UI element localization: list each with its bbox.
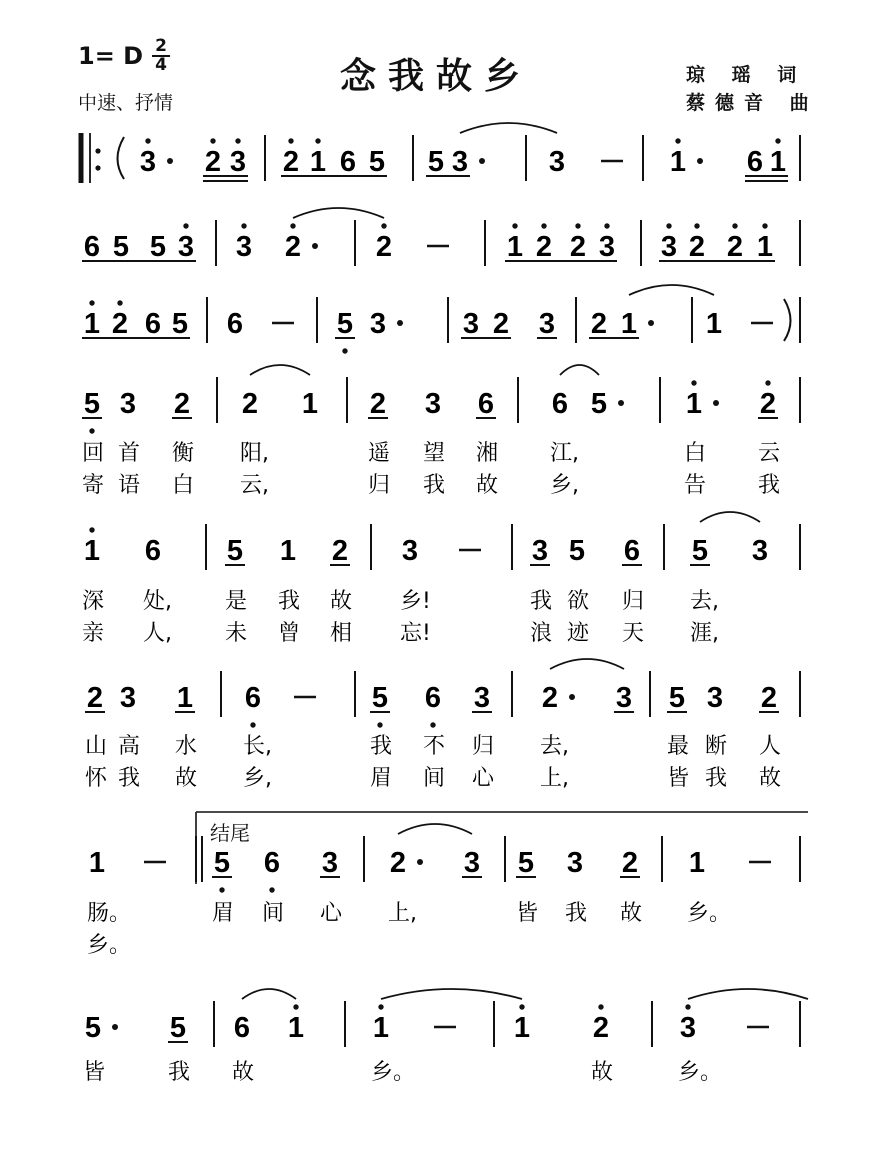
note-digit: 6 [226, 308, 244, 340]
note-digit: 2 [592, 1012, 610, 1044]
key-signature: 1= D [78, 42, 144, 70]
note-digit: 2 [759, 388, 777, 420]
note-digit: 2 [331, 535, 349, 567]
note-digit: 1 [705, 308, 723, 340]
augmentation-dot [648, 320, 654, 326]
octave-dot-low [430, 722, 435, 727]
lyric-syllable: 告 [684, 473, 707, 498]
note-digit: 1 [372, 1012, 390, 1044]
augmentation-dot [112, 1024, 118, 1030]
note-digit: 5 [149, 231, 167, 263]
lyric-syllable: 云 [758, 441, 781, 466]
lyric-syllable: 高 [118, 734, 141, 759]
time-signature-bottom: 4 [155, 55, 167, 75]
note-digit: 2 [492, 308, 510, 340]
time-signature-top: 2 [152, 38, 170, 57]
note-digit: 5 [668, 682, 686, 714]
lyric-syllable: 断 [705, 734, 728, 759]
note-digit: 1 [301, 388, 319, 420]
note-digit: 1 [685, 388, 703, 420]
note-digit: 1 [620, 308, 638, 340]
lyricist-credit: 琼 瑶 词 [686, 64, 807, 86]
augmentation-dot [417, 859, 423, 865]
note-digit: 5 [568, 535, 586, 567]
octave-dot-high [290, 223, 295, 228]
lyric-syllable: 间 [262, 901, 285, 926]
note-digit: 2 [173, 388, 191, 420]
note-digit: 6 [263, 847, 281, 879]
note-digit: 3 [615, 682, 633, 714]
lyric-syllable: 人 [759, 734, 782, 759]
lyric-syllable: 欲 [567, 589, 590, 614]
note-digit: 1 [83, 308, 101, 340]
lyric-syllable: 长, [243, 734, 272, 759]
lyric-syllable: 我 [118, 766, 141, 791]
octave-dot-low [342, 348, 347, 353]
note-digit: 3 [462, 308, 480, 340]
note-digit: 5 [84, 1012, 102, 1044]
note-digit: 6 [233, 1012, 251, 1044]
note-digit: 3 [751, 535, 769, 567]
note-digit: 6 [339, 146, 357, 178]
octave-dot-high [685, 1004, 690, 1009]
note-digit: 3 [451, 146, 469, 178]
augmentation-dot [312, 243, 318, 249]
lyric-syllable: 涯, [690, 621, 719, 646]
note-digit: 3 [660, 231, 678, 263]
note-digit: 5 [226, 535, 244, 567]
lyric-syllable: 故 [330, 589, 353, 614]
note-digit: 6 [244, 682, 262, 714]
open-parenthesis [118, 137, 125, 179]
tie-slur [550, 659, 624, 669]
lyric-syllable: 未 [225, 621, 248, 646]
note-digit: 5 [590, 388, 608, 420]
lyric-syllable: 湘 [476, 441, 499, 466]
tie-slur [560, 365, 599, 375]
repeat-dot [95, 148, 100, 153]
note-digit: 1 [669, 146, 687, 178]
close-parenthesis [784, 299, 791, 341]
lyric-syllable: 白 [172, 473, 195, 498]
note-digit: 2 [688, 231, 706, 263]
lyric-syllable: 回 [82, 441, 105, 466]
lyric-syllable: 我 [370, 734, 393, 759]
lyric-syllable: 眉 [370, 766, 393, 791]
octave-dot-high [541, 223, 546, 228]
lyric-syllable: 我 [705, 766, 728, 791]
song-title: 念我故乡 [340, 55, 533, 97]
octave-dot-high [183, 223, 188, 228]
note-digit: 6 [424, 682, 442, 714]
ending-label: 结尾 [210, 821, 250, 845]
lyric-syllable: 阳, [240, 441, 269, 466]
lyric-syllable: 故 [591, 1060, 614, 1085]
lyric-syllable: 乡。 [371, 1060, 416, 1085]
note-digit: 2 [284, 231, 302, 263]
lyric-syllable: 故 [620, 901, 643, 926]
lyric-syllable: 上, [540, 766, 569, 791]
octave-dot-low [269, 887, 274, 892]
lyric-syllable: 故 [175, 766, 198, 791]
lyric-syllable: 山 [85, 734, 108, 759]
note-digit: 1 [176, 682, 194, 714]
note-digit: 6 [83, 231, 101, 263]
octave-dot-high [762, 223, 767, 228]
octave-dot-high [775, 138, 780, 143]
octave-dot-high [732, 223, 737, 228]
lyric-syllable: 归 [472, 734, 495, 759]
augmentation-dot [479, 158, 485, 164]
octave-dot-high [235, 138, 240, 143]
note-digit: 1 [279, 535, 297, 567]
note-digit: 3 [566, 847, 584, 879]
lyric-syllable: 浪 [530, 621, 553, 646]
octave-dot-high [89, 300, 94, 305]
lyric-syllable: 寄 [82, 473, 105, 498]
octave-dot-high [512, 223, 517, 228]
note-digit: 2 [726, 231, 744, 263]
octave-dot-high [519, 1004, 524, 1009]
note-digit: 1 [287, 1012, 305, 1044]
octave-dot-high [117, 300, 122, 305]
lyric-syllable: 望 [423, 441, 446, 466]
augmentation-dot [167, 158, 173, 164]
lyric-syllable: 归 [368, 473, 391, 498]
octave-dot-high [315, 138, 320, 143]
note-digit: 5 [336, 308, 354, 340]
note-digit: 5 [371, 682, 389, 714]
note-digit: 5 [171, 308, 189, 340]
note-digit: 5 [427, 146, 445, 178]
repeat-dot [95, 165, 100, 170]
note-digit: 3 [598, 231, 616, 263]
octave-dot-high [378, 1004, 383, 1009]
lyric-syllable: 天 [622, 621, 645, 646]
tie-slur [398, 824, 472, 834]
note-digit: 1 [309, 146, 327, 178]
tie-slur [381, 989, 522, 999]
note-digit: 5 [368, 146, 386, 178]
note-digit: 6 [144, 308, 162, 340]
tie-slur [293, 208, 384, 218]
note-digit: 2 [86, 682, 104, 714]
note-digit: 3 [369, 308, 387, 340]
lyric-syllable: 皆 [516, 901, 539, 926]
lyric-syllable: 我 [565, 901, 588, 926]
lyric-syllable: 怀 [85, 766, 108, 791]
note-digit: 2 [369, 388, 387, 420]
lyric-syllable: 肠。 [87, 901, 132, 926]
lyric-syllable: 乡。 [87, 933, 132, 958]
note-digit: 2 [204, 146, 222, 178]
note-digit: 1 [769, 146, 787, 178]
note-digit: 3 [473, 682, 491, 714]
octave-dot-high [691, 380, 696, 385]
note-digit: 6 [144, 535, 162, 567]
tie-slur [460, 123, 557, 133]
note-digit: 2 [541, 682, 559, 714]
note-digit: 3 [119, 682, 137, 714]
octave-dot-high [604, 223, 609, 228]
lyric-syllable: 乡, [243, 766, 272, 791]
note-digit: 6 [477, 388, 495, 420]
lyric-syllable: 白 [684, 441, 707, 466]
lyric-syllable: 首 [118, 441, 141, 466]
lyric-syllable: 间 [423, 766, 446, 791]
lyric-syllable: 亲 [82, 621, 105, 646]
lyric-syllable: 我 [530, 589, 553, 614]
augmentation-dot [618, 400, 624, 406]
lyric-syllable: 故 [232, 1060, 255, 1085]
tie-slur [688, 989, 808, 999]
lyric-syllable: 乡。 [687, 901, 732, 926]
note-digit: 1 [513, 1012, 531, 1044]
lyric-syllable: 眉 [212, 901, 235, 926]
note-digit: 5 [112, 231, 130, 263]
lyric-syllable: 是 [225, 589, 248, 614]
octave-dot-high [288, 138, 293, 143]
note-digit: 5 [517, 847, 535, 879]
note-digit: 5 [169, 1012, 187, 1044]
lyric-syllable: 语 [118, 473, 141, 498]
tie-slur [242, 989, 296, 999]
note-digit: 3 [463, 847, 481, 879]
lyric-syllable: 水 [175, 734, 198, 759]
note-digit: 3 [119, 388, 137, 420]
note-digit: 3 [401, 535, 419, 567]
note-digit: 6 [623, 535, 641, 567]
octave-dot-low [250, 722, 255, 727]
note-digit: 1 [688, 847, 706, 879]
note-digit: 3 [229, 146, 247, 178]
lyric-syllable: 去, [690, 589, 719, 614]
octave-dot-high [293, 1004, 298, 1009]
octave-dot-low [377, 722, 382, 727]
lyric-syllable: 曾 [278, 621, 301, 646]
composer-credit: 蔡德音 曲 [686, 92, 819, 114]
lyric-syllable: 故 [476, 473, 499, 498]
note-digit: 2 [389, 847, 407, 879]
lyric-syllable: 心 [472, 766, 495, 791]
note-digit: 5 [83, 388, 101, 420]
octave-dot-low [89, 428, 94, 433]
augmentation-dot [397, 320, 403, 326]
lyric-syllable: 皆 [83, 1060, 106, 1085]
lyric-syllable: 最 [667, 734, 690, 759]
lyric-syllable: 乡。 [678, 1060, 723, 1085]
note-digit: 3 [548, 146, 566, 178]
lyric-syllable: 不 [423, 734, 446, 759]
note-digit: 2 [590, 308, 608, 340]
tempo-marking: 中速、抒情 [78, 92, 174, 114]
lyric-syllable: 处, [143, 589, 172, 614]
lyric-syllable: 我 [278, 589, 301, 614]
note-digit: 3 [531, 535, 549, 567]
note-digit: 6 [746, 146, 764, 178]
note-digit: 1 [83, 535, 101, 567]
lyric-syllable: 我 [758, 473, 781, 498]
octave-dot-high [694, 223, 699, 228]
note-digit: 2 [282, 146, 300, 178]
octave-dot-high [145, 138, 150, 143]
note-digit: 1 [88, 847, 106, 879]
lyric-syllable: 乡, [550, 473, 579, 498]
note-digit: 3 [321, 847, 339, 879]
lyric-syllable: 深 [82, 589, 105, 614]
note-digit: 2 [241, 388, 259, 420]
lyric-syllable: 乡! [400, 589, 431, 614]
note-digit: 3 [538, 308, 556, 340]
lyric-syllable: 我 [168, 1060, 191, 1085]
octave-dot-low [219, 887, 224, 892]
octave-dot-high [598, 1004, 603, 1009]
lyric-syllable: 云, [240, 473, 269, 498]
note-digit: 6 [551, 388, 569, 420]
note-digit: 2 [760, 682, 778, 714]
lyric-syllable: 皆 [667, 766, 690, 791]
note-digit: 2 [621, 847, 639, 879]
note-digit: 3 [706, 682, 724, 714]
note-digit: 2 [111, 308, 129, 340]
tie-slur [700, 512, 760, 522]
note-digit: 3 [235, 231, 253, 263]
tie-slur [629, 285, 714, 295]
tie-slur [250, 365, 310, 375]
lyric-syllable: 心 [320, 901, 343, 926]
lyric-syllable: 故 [759, 766, 782, 791]
lyric-syllable: 相 [330, 621, 353, 646]
note-digit: 5 [213, 847, 231, 879]
lyric-syllable: 迹 [567, 621, 590, 646]
octave-dot-high [765, 380, 770, 385]
lyric-syllable: 人, [143, 621, 172, 646]
lyric-syllable: 遥 [368, 441, 391, 466]
note-digit: 1 [506, 231, 524, 263]
octave-dot-high [675, 138, 680, 143]
augmentation-dot [569, 694, 575, 700]
octave-dot-high [241, 223, 246, 228]
lyric-syllable: 衡 [172, 441, 195, 466]
note-digit: 3 [139, 146, 157, 178]
octave-dot-high [210, 138, 215, 143]
lyric-syllable: 忘! [400, 621, 431, 646]
note-digit: 3 [424, 388, 442, 420]
note-digit: 5 [691, 535, 709, 567]
lyric-syllable: 去, [540, 734, 569, 759]
lyric-syllable: 上, [388, 901, 417, 926]
note-digit: 2 [535, 231, 553, 263]
octave-dot-high [89, 527, 94, 532]
note-digit: 2 [375, 231, 393, 263]
note-digit: 2 [569, 231, 587, 263]
lyric-syllable: 归 [622, 589, 645, 614]
note-digit: 3 [177, 231, 195, 263]
augmentation-dot [697, 158, 703, 164]
augmentation-dot [713, 400, 719, 406]
lyric-syllable: 我 [423, 473, 446, 498]
lyric-syllable: 江, [550, 441, 579, 466]
note-digit: 3 [679, 1012, 697, 1044]
octave-dot-high [575, 223, 580, 228]
octave-dot-high [666, 223, 671, 228]
note-digit: 1 [756, 231, 774, 263]
octave-dot-high [381, 223, 386, 228]
